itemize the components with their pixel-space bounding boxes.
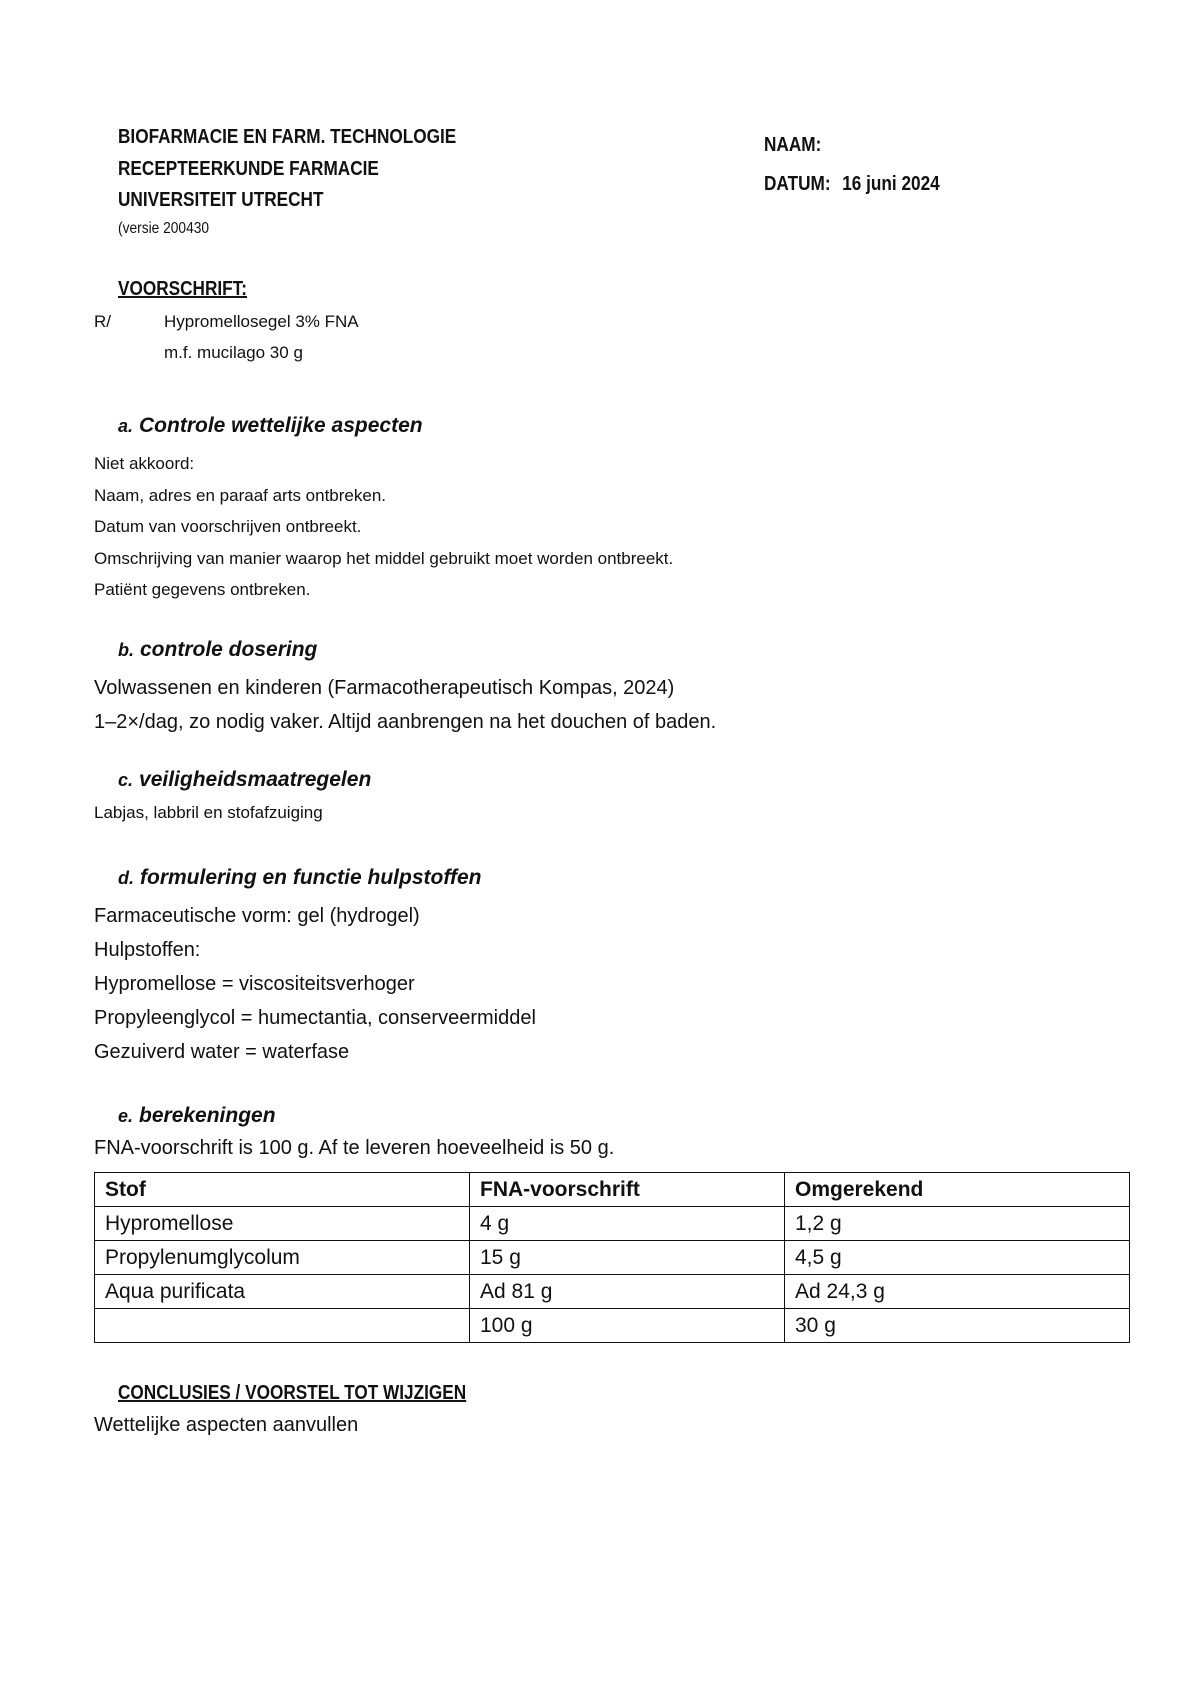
table-row [95,1309,1130,1343]
section-d-line: Propyleenglycol = humectantia, conserveermiddel [94,1007,536,1029]
table-row [95,1241,1130,1275]
table-cell: Ad 81 g [470,1275,785,1309]
section-d-content [94,899,536,1069]
calculation-table [94,1172,1130,1343]
rx-symbol: R/ [94,312,111,331]
section-b-line: Volwassenen en kinderen (Farmacotherapeutisch Kompas, 2024) [94,677,675,699]
section-a-letter: a. [118,416,134,436]
section-a-title: Controle wettelijke aspecten [139,414,423,437]
section-b-line: 1–2×/dag, zo nodig vaker. Altijd aanbrengen na het douchen of baden. [94,711,717,733]
section-a-heading [118,414,423,438]
table-header-cell: Omgerekend [785,1173,1130,1207]
section-e-letter: e. [118,1106,134,1126]
section-b-title: controle dosering [140,638,318,661]
institution-line-1: BIOFARMACIE EN FARM. TECHNOLOGIE [118,126,457,148]
section-d-line: Hulpstoffen: [94,939,201,961]
table-cell: 4,5 g [785,1241,1130,1275]
section-d-line: Gezuiverd water = waterfase [94,1041,350,1063]
table-cell: Aqua purificata [95,1275,470,1309]
institution-line-3: UNIVERSITEIT UTRECHT [118,189,324,211]
section-d-heading [118,866,481,890]
prescription-heading: VOORSCHRIFT: [118,278,247,300]
table-cell: 1,2 g [785,1207,1130,1241]
prescription-line-2: m.f. mucilago 30 g [164,343,303,362]
table-header-cell: FNA-voorschrift [470,1173,785,1207]
prescription-line-1: Hypromellosegel 3% FNA [164,312,359,331]
section-e-intro: FNA-voorschrift is 100 g. Af te leveren hoeveelheid is 50 g. [94,1137,615,1159]
section-d-title: formulering en functie hulpstoffen [140,866,482,889]
section-b-content [94,671,716,739]
table-cell: 30 g [785,1309,1130,1343]
conclusion-heading: CONCLUSIES / VOORSTEL TOT WIJZIGEN [118,1382,467,1404]
section-b-heading [118,638,317,662]
table-cell [95,1309,470,1343]
section-a-line: Patiënt gegevens ontbreken. [94,580,311,599]
section-a-line: Datum van voorschrijven ontbreekt. [94,517,362,536]
section-c-letter: c. [118,770,134,790]
table-row [95,1275,1130,1309]
datum-label: DATUM: [764,173,831,195]
conclusion-text: Wettelijke aspecten aanvullen [94,1414,359,1436]
section-e-heading [118,1104,276,1128]
section-d-letter: d. [118,868,134,888]
table-cell: 15 g [470,1241,785,1275]
table-header-row [95,1173,1130,1207]
section-a-line: Naam, adres en paraaf arts ontbreken. [94,485,386,505]
section-a-line: Omschrijving van manier waarop het middel gebruikt moet worden ontbreekt. [94,548,674,568]
table-header-cell: Stof [95,1173,470,1207]
section-d-line: Hypromellose = viscositeitsverhoger [94,973,415,995]
table-cell: 4 g [470,1207,785,1241]
datum-row [764,173,940,196]
table-cell: Hypromellose [95,1207,470,1241]
institution-line-2: RECEPTEERKUNDE FARMACIE [118,158,379,180]
section-a-line: Niet akkoord: [94,454,195,473]
section-a-content [94,448,673,606]
section-b-letter: b. [118,640,134,660]
section-d-line: Farmaceutische vorm: gel (hydrogel) [94,905,420,927]
section-c-line: Labjas, labbril en stofafzuiging [94,803,323,822]
version-label: (versie 200430 [118,220,210,237]
table-cell: 100 g [470,1309,785,1343]
naam-label: NAAM: [764,134,822,156]
datum-value: 16 juni 2024 [842,173,940,195]
section-c-heading [118,768,371,792]
table-cell: Ad 24,3 g [785,1275,1130,1309]
section-e-title: berekeningen [139,1104,276,1127]
table-row [95,1207,1130,1241]
section-c-title: veiligheidsmaatregelen [139,768,372,791]
table-cell: Propylenumglycolum [95,1241,470,1275]
